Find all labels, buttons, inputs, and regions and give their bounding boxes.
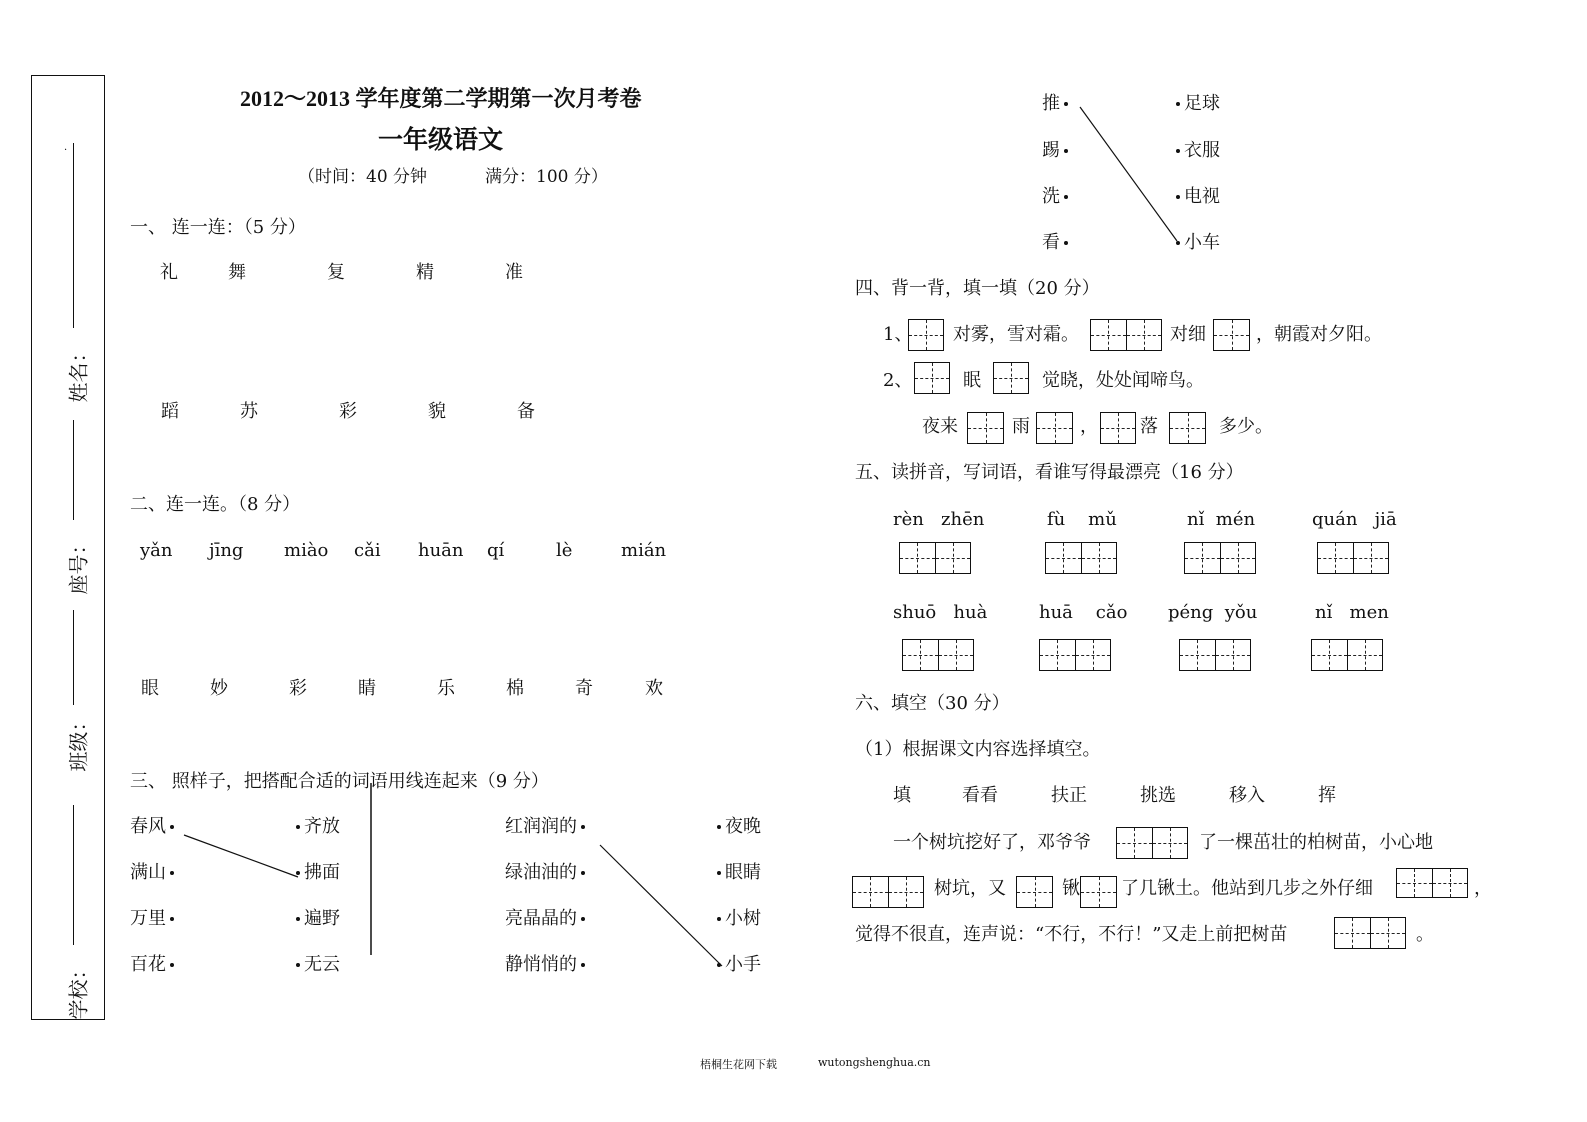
section5-heading: 五、读拼音，写词语，看谁写得最漂亮（16 分） bbox=[855, 462, 1244, 483]
bullet-icon bbox=[170, 917, 174, 921]
section3-heading: 三、 照样子，把搭配合适的词语用线连起来（9 分） bbox=[130, 771, 549, 792]
seat-field-line[interactable] bbox=[73, 610, 74, 705]
section2-heading: 二、连一连。（8 分） bbox=[130, 494, 301, 515]
passage-text: 一个树坑挖好了，邓爷爷 bbox=[893, 832, 1091, 853]
item-number: 1、 bbox=[883, 324, 913, 345]
bullet-icon bbox=[717, 825, 721, 829]
s3-g3-right[interactable]: 电视 bbox=[1172, 186, 1220, 208]
answer-box[interactable] bbox=[1036, 412, 1073, 444]
s2-pinyin[interactable]: jīng bbox=[209, 540, 244, 561]
s3-g1-left[interactable]: 百花 bbox=[130, 954, 178, 976]
bullet-icon bbox=[1064, 195, 1068, 199]
exam-full-score: 满分：100 分） bbox=[485, 167, 608, 187]
passage-text: ， bbox=[1474, 878, 1492, 899]
footer-site-url[interactable]: wutongshenghua.cn bbox=[818, 1056, 931, 1069]
bullet-icon bbox=[581, 963, 585, 967]
s3-g3-right[interactable]: 足球 bbox=[1172, 93, 1220, 115]
word-box[interactable] bbox=[902, 639, 974, 671]
poem-text: 眠 bbox=[963, 370, 981, 391]
s1-bottom-char[interactable]: 蹈 bbox=[161, 401, 179, 422]
bullet-icon bbox=[717, 963, 721, 967]
answer-box[interactable] bbox=[1080, 876, 1117, 908]
answer-box[interactable] bbox=[967, 412, 1004, 444]
answer-box[interactable] bbox=[908, 319, 944, 351]
passage-text: 了一棵茁壮的柏树苗，小心地 bbox=[1199, 832, 1433, 853]
s3-g2-left[interactable]: 静悄悄的 bbox=[505, 954, 589, 976]
s2-char[interactable]: 棉 bbox=[506, 678, 524, 699]
answer-box[interactable] bbox=[914, 362, 950, 394]
pinyin-prompt: huā cǎo bbox=[1039, 602, 1128, 623]
s1-top-char[interactable]: 复 bbox=[327, 262, 345, 283]
word-box[interactable] bbox=[1045, 542, 1117, 574]
passage-text: 了几锹土。他站到几步之外仔细 bbox=[1121, 878, 1373, 899]
poem-text: 多少。 bbox=[1219, 416, 1273, 437]
s2-pinyin[interactable]: mián bbox=[621, 540, 667, 561]
s1-top-char[interactable]: 礼 bbox=[160, 262, 178, 283]
s3-g3-right[interactable]: 衣服 bbox=[1172, 140, 1220, 162]
bullet-icon bbox=[717, 871, 721, 875]
name-underline[interactable] bbox=[73, 143, 74, 328]
s2-pinyin[interactable]: yǎn bbox=[140, 540, 173, 561]
answer-box[interactable] bbox=[1016, 876, 1053, 908]
word-box[interactable] bbox=[1184, 542, 1256, 574]
s3-g3-left[interactable]: 踢 bbox=[1042, 140, 1072, 162]
poem-text: ，朝霞对夕阳。 bbox=[1256, 324, 1382, 345]
bullet-icon bbox=[717, 917, 721, 921]
bullet-icon bbox=[581, 871, 585, 875]
passage-text: 。 bbox=[1416, 924, 1434, 945]
passage-text: 锹 bbox=[1062, 878, 1080, 899]
s1-top-char[interactable]: 准 bbox=[505, 262, 523, 283]
word-box[interactable] bbox=[1039, 639, 1111, 671]
item-number: 2、 bbox=[883, 370, 913, 391]
poem-text: ， bbox=[1080, 416, 1098, 437]
s3-g3-left[interactable]: 推 bbox=[1042, 93, 1072, 115]
s3-g1-right[interactable]: 无云 bbox=[292, 954, 340, 976]
answer-box[interactable] bbox=[1116, 827, 1188, 859]
s3-g1-right[interactable]: 遍野 bbox=[292, 908, 340, 930]
word-option: 移入 bbox=[1229, 785, 1265, 806]
section4-heading: 四、背一背，填一填（20 分） bbox=[855, 278, 1100, 299]
name-field-line[interactable] bbox=[73, 420, 74, 520]
section6-heading: 六、填空（30 分） bbox=[855, 693, 1010, 714]
bullet-icon bbox=[1176, 149, 1180, 153]
word-box[interactable] bbox=[1179, 639, 1251, 671]
passage-text: 树坑，又 bbox=[934, 878, 1006, 899]
bullet-icon bbox=[296, 825, 300, 829]
name-label: 姓名： bbox=[66, 342, 91, 403]
pinyin-prompt: quán jiā bbox=[1312, 509, 1397, 530]
bullet-icon bbox=[1064, 102, 1068, 106]
example-line-chunfeng-fumian bbox=[184, 835, 298, 877]
example-line-tui-xiaoche bbox=[1080, 107, 1177, 241]
word-option: 看看 bbox=[962, 785, 998, 806]
pinyin-prompt: rèn zhēn bbox=[893, 509, 985, 530]
bullet-icon bbox=[1064, 149, 1068, 153]
example-line-hongrunrun-xiaoshou bbox=[600, 845, 722, 966]
bullet-icon bbox=[1176, 241, 1180, 245]
bullet-icon bbox=[1064, 241, 1068, 245]
s1-top-char[interactable]: 精 bbox=[416, 262, 434, 283]
poem-text: 对细 bbox=[1170, 324, 1206, 345]
s3-g2-right[interactable]: 眼睛 bbox=[713, 862, 761, 884]
s3-g1-right[interactable]: 齐放 bbox=[292, 816, 340, 838]
s3-g2-left[interactable]: 亮晶晶的 bbox=[505, 908, 589, 930]
poem-text: 觉晓，处处闻啼鸟。 bbox=[1042, 370, 1204, 391]
word-box[interactable] bbox=[899, 542, 971, 574]
s2-pinyin[interactable]: lè bbox=[556, 540, 573, 561]
word-box[interactable] bbox=[1311, 639, 1383, 671]
s3-g2-left[interactable]: 红润润的 bbox=[505, 816, 589, 838]
bullet-icon bbox=[1176, 195, 1180, 199]
section6-sub1: （1）根据课文内容选择填空。 bbox=[855, 739, 1101, 760]
word-box[interactable] bbox=[1317, 542, 1389, 574]
answer-box[interactable] bbox=[1100, 412, 1136, 444]
s1-bottom-char[interactable]: 苏 bbox=[240, 401, 258, 422]
s2-pinyin[interactable]: miào bbox=[284, 540, 329, 561]
word-option: 挥 bbox=[1318, 785, 1336, 806]
pinyin-prompt: péng yǒu bbox=[1168, 602, 1258, 623]
answer-box[interactable] bbox=[993, 362, 1029, 394]
poem-text: 雨 bbox=[1012, 416, 1030, 437]
bullet-icon bbox=[1176, 102, 1180, 106]
s2-pinyin[interactable]: qí bbox=[487, 540, 505, 561]
class-label: 班级： bbox=[66, 711, 91, 772]
s3-g1-left[interactable]: 满山 bbox=[130, 862, 178, 884]
answer-box[interactable] bbox=[1396, 868, 1468, 898]
s1-bottom-char[interactable]: 彩 bbox=[339, 401, 357, 422]
word-option: 挑选 bbox=[1140, 785, 1176, 806]
exam-title: 2012～2013 学年度第二学期第一次月考卷 bbox=[240, 86, 642, 111]
s1-bottom-char[interactable]: 备 bbox=[517, 401, 535, 422]
s3-g1-right[interactable]: 拂面 bbox=[292, 862, 340, 884]
s2-char[interactable]: 睛 bbox=[358, 678, 376, 699]
answer-box[interactable] bbox=[1090, 319, 1162, 351]
class-field-line[interactable] bbox=[73, 805, 74, 945]
bullet-icon bbox=[170, 825, 174, 829]
passage-text: 觉得不很直，连声说：“不行，不行！”又走上前把树苗 bbox=[855, 924, 1288, 945]
seat-label: 座号： bbox=[66, 534, 91, 595]
exam-subject: 一年级语文 bbox=[378, 125, 504, 154]
s2-char[interactable]: 眼 bbox=[141, 678, 159, 699]
exam-time: （时间：40 分钟 bbox=[298, 167, 428, 187]
s1-top-char[interactable]: 舞 bbox=[228, 262, 246, 283]
s2-char[interactable]: 奇 bbox=[575, 678, 593, 699]
s3-g2-left[interactable]: 绿油油的 bbox=[505, 862, 589, 884]
s3-g2-right[interactable]: 夜晚 bbox=[713, 816, 761, 838]
dot-mark: · bbox=[64, 145, 68, 156]
s2-char[interactable]: 欢 bbox=[645, 678, 663, 699]
footer-site-name: 梧桐生花网下载 bbox=[700, 1058, 777, 1071]
bullet-icon bbox=[170, 871, 174, 875]
s2-pinyin[interactable]: cǎi bbox=[354, 540, 381, 561]
pinyin-prompt: nǐ mén bbox=[1187, 509, 1256, 530]
s1-bottom-char[interactable]: 貌 bbox=[428, 401, 446, 422]
pinyin-prompt: shuō huà bbox=[893, 602, 988, 623]
s3-g2-right[interactable]: 小手 bbox=[713, 954, 761, 976]
word-option: 填 bbox=[893, 785, 911, 806]
s3-g1-left[interactable]: 春风 bbox=[130, 816, 178, 838]
bullet-icon bbox=[296, 917, 300, 921]
answer-box[interactable] bbox=[1169, 412, 1206, 444]
word-option: 扶正 bbox=[1051, 785, 1087, 806]
poem-text: 落 bbox=[1140, 416, 1158, 437]
s3-g1-left[interactable]: 万里 bbox=[130, 908, 178, 930]
poem-text: 对雾，雪对霜。 bbox=[953, 324, 1079, 345]
s3-g3-left[interactable]: 洗 bbox=[1042, 186, 1072, 208]
section1-heading: 一、 连一连：（5 分） bbox=[130, 217, 306, 238]
answer-box[interactable] bbox=[1334, 917, 1406, 949]
pinyin-prompt: nǐ men bbox=[1315, 602, 1389, 623]
school-label: 学校： bbox=[66, 959, 91, 1020]
s2-char[interactable]: 妙 bbox=[210, 678, 228, 699]
s2-pinyin[interactable]: huān bbox=[418, 540, 464, 561]
bullet-icon bbox=[296, 871, 300, 875]
bullet-icon bbox=[581, 917, 585, 921]
poem-text: 夜来 bbox=[922, 416, 958, 437]
s2-char[interactable]: 彩 bbox=[289, 678, 307, 699]
s3-g3-left[interactable]: 看 bbox=[1042, 232, 1072, 254]
answer-box[interactable] bbox=[1213, 319, 1250, 351]
bullet-icon bbox=[296, 963, 300, 967]
pinyin-prompt: fù mǔ bbox=[1047, 509, 1117, 530]
bullet-icon bbox=[170, 963, 174, 967]
s2-char[interactable]: 乐 bbox=[437, 678, 455, 699]
s3-g2-right[interactable]: 小树 bbox=[713, 908, 761, 930]
answer-box[interactable] bbox=[852, 876, 924, 908]
s3-g3-right[interactable]: 小车 bbox=[1172, 232, 1220, 254]
bullet-icon bbox=[581, 825, 585, 829]
